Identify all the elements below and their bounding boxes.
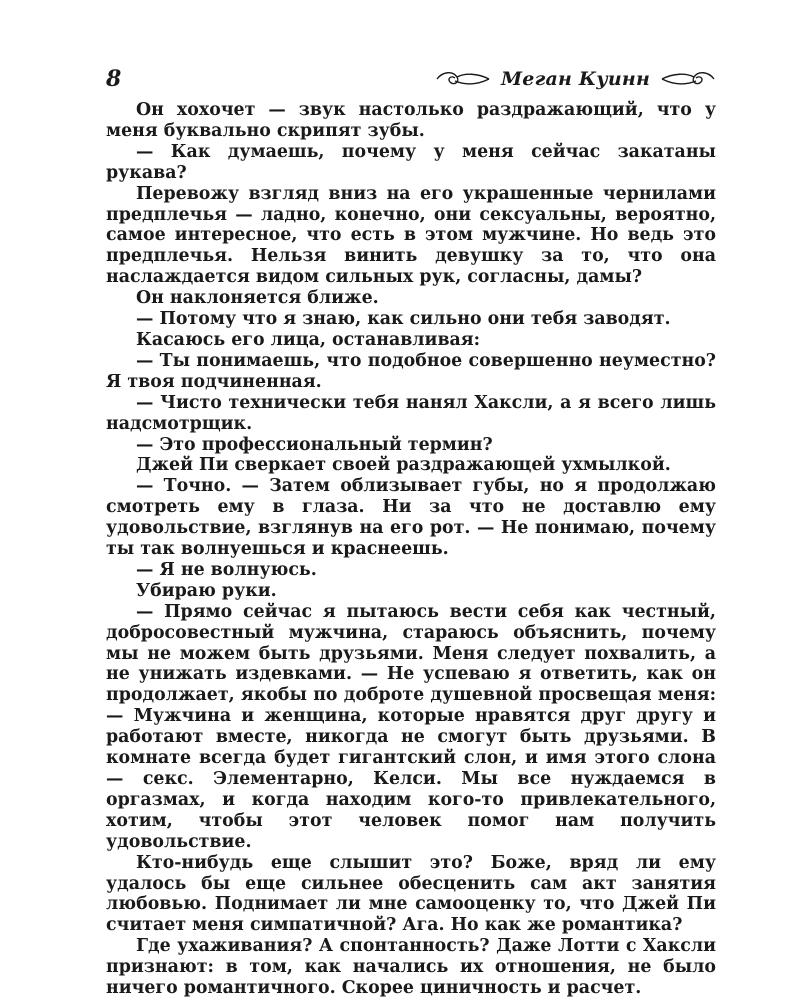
paragraph: Убираю руки. (136, 580, 277, 601)
paragraph: — Чисто технически тебя нанял Хаксли, а я всего лишь надсмотрщик. (106, 392, 716, 434)
paragraph: — Как думаешь, почему у меня сейчас закатаны рукава? (106, 141, 716, 183)
page-header (106, 66, 716, 96)
paragraph: Где ухаживания? А спонтанность? Даже Лотти с Хаксли признают: в том, как начались их отношения, не было ничего романтичного. Скорее циничность и расчет. (106, 936, 716, 999)
body-text (106, 100, 716, 999)
swirl-ornament-left-icon (435, 69, 491, 89)
paragraph: Кто-нибудь еще слышит это? Боже, вряд ли ему удалось бы еще сильнее обесценить сам акт занятия любовью. Поднимает ли мне самооценку то, что Джей Пи считает меня симпатичной? Ага. Но как же романтика? (106, 852, 716, 936)
paragraph: — Точно. — Затем облизывает губы, но я продолжаю смотреть ему в глаза. Ни за что не доставлю ему удовольствие, взглянув на его рот. — Не понимаю, почему ты так волнуешься и краснеешь. (106, 476, 716, 560)
paragraph: Джей Пи сверкает своей раздражающей ухмылкой. (136, 455, 671, 476)
paragraph: Перевожу взгляд вниз на его украшенные чернилами предплечья — ладно, конечно, они сексуальны, вероятно, самое интересное, что есть в этом мужчине. Но ведь это предплечья. Нельзя винить девушку за то, что она наслаждается видом сильных рук, согласны, дамы? (106, 183, 716, 288)
running-head (435, 68, 716, 90)
paragraph: — Потому что я знаю, как сильно они тебя заводят. (136, 309, 671, 330)
paragraph: Касаюсь его лица, останавливая: (136, 329, 481, 350)
swirl-ornament-right-icon (660, 69, 716, 89)
paragraph: — Прямо сейчас я пытаюсь вести себя как честный, добросовестный мужчина, стараюсь объяснить, почему мы не можем быть друзьями. Меня следует похвалить, а не унижать издевками. — Не успеваю я ответить, как он продолжает, якобы по доброте душевной просвещая меня: — Мужчина и женщина, которые нравятся друг другу и работают вместе, никогда не смогут быть друзьями. В комнате всегда будет гигантский слон, и имя этого слона — секс. Элементарно, Келси. Мы все нуждаемся в оргазмах, и когда находим кого-то привлекательного, хотим, чтобы этот человек помог нам получить удовольствие. (106, 601, 716, 852)
author-name: Меган Куинн (501, 68, 650, 90)
paragraph: — Это профессиональный термин? (136, 434, 493, 455)
paragraph: — Я не волнуюсь. (136, 559, 317, 580)
paragraph: — Ты понимаешь, что подобное совершенно неуместно? Я твоя подчиненная. (106, 350, 716, 392)
paragraph: Он наклоняется ближе. (136, 288, 379, 309)
page-number: 8 (106, 66, 122, 92)
paragraph: Он хохочет — звук настолько раздражающий, что у меня буквально скрипят зубы. (106, 100, 716, 141)
